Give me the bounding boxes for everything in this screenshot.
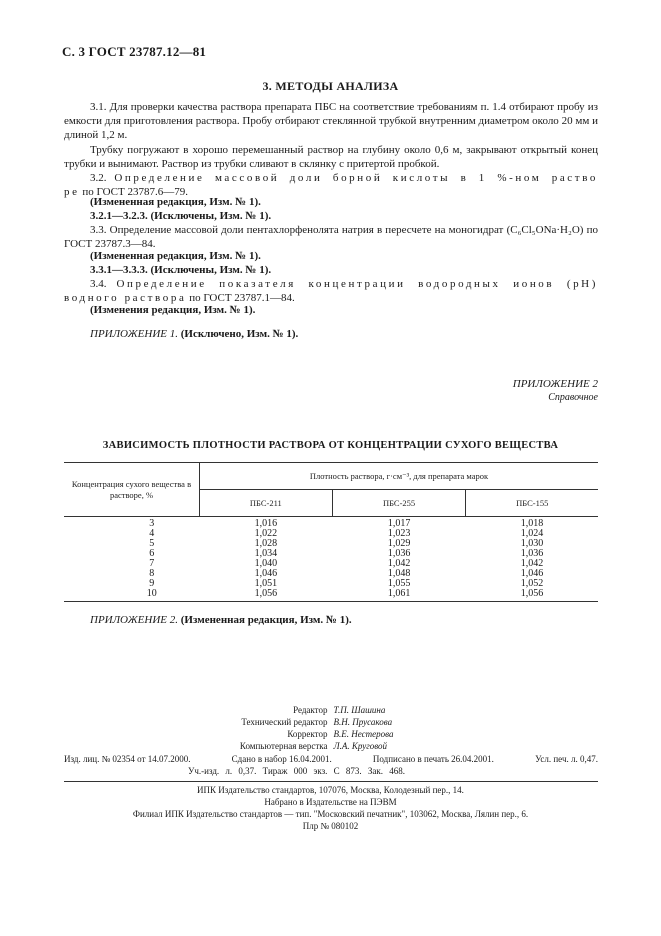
spaced-text: Определение массовой доли борной кислоты в 1 %-ном раство xyxy=(114,172,599,184)
credit-name: В.Н. Прусакова xyxy=(333,717,393,727)
table-cell: 1,028 xyxy=(254,538,278,549)
table-cell: 1,024 xyxy=(520,528,544,539)
table-cell: 1,056 xyxy=(200,589,333,602)
table-cell: 1,046 xyxy=(254,568,278,579)
paragraph-3-1-continued: Трубку погружают в хорошо перемешанный раствор на глубину около 0,6 м, закрывают открытый конец трубки и вынимают. Раствор из трубки сливают в склянку с притертой пробкой. xyxy=(64,144,598,170)
table-cell: 1,061 xyxy=(332,589,466,602)
paragraph-3-3 xyxy=(64,223,598,251)
spaced-text: Определение показателя концентрации водородных ионов (pH) xyxy=(116,278,598,290)
table-row xyxy=(64,529,598,539)
table-cell: 4 xyxy=(149,528,155,539)
table-cell: 1,056 xyxy=(466,589,598,602)
table-cell: 1,048 xyxy=(387,568,411,579)
table-cell: 1,052 xyxy=(520,578,544,589)
column-group-header: Плотность раствора, г·см⁻³, для препарата марок xyxy=(200,463,599,490)
clause-number: 3.4. xyxy=(90,278,107,290)
editorial-credits xyxy=(0,704,661,752)
table-cell: 1,055 xyxy=(387,578,411,589)
standard-reference: по ГОСТ 23787.6—79. xyxy=(79,186,188,198)
table-cell: 1,046 xyxy=(520,568,544,579)
appendix-2-header xyxy=(513,378,598,404)
chemical-formula: (C₆Cl₅ONa·H₂O) xyxy=(506,224,584,236)
imprint-line xyxy=(64,753,598,765)
table-cell: 8 xyxy=(149,568,155,579)
table-cell: 10 xyxy=(64,589,200,602)
credit-role: Технический редактор xyxy=(241,717,328,727)
table-row xyxy=(64,517,598,530)
table-row xyxy=(64,559,598,569)
column-header: ПБС-211 xyxy=(200,490,333,517)
table-cell: 1,029 xyxy=(387,538,411,549)
table-cell: 1,017 xyxy=(387,518,411,529)
footer-line: Плр № 080102 xyxy=(302,821,359,831)
footer-line: Набрано в Издательстве на ПЭВМ xyxy=(264,797,397,807)
table-cell: 1,051 xyxy=(254,578,278,589)
appendix-label: ПРИЛОЖЕНИЕ 2. xyxy=(90,614,178,626)
paragraph-3-1: 3.1. Для проверки качества раствора препарата ПБС на соответствие требованиям п. 1.4 отбирают пробу из емкости для приготовления раствора. Пробу отбирают стеклянной трубкой внутренним диаметром около 20 мм и длиной 1,2 м. xyxy=(64,101,598,141)
standard-reference: по ГОСТ 23787.3—84. xyxy=(64,224,599,250)
table-cell: 1,016 xyxy=(254,518,278,529)
signed-date: Подписано в печать 26.04.2001. xyxy=(372,754,494,764)
credit-role: Редактор xyxy=(293,705,328,715)
column-header: ПБС-255 xyxy=(332,490,466,517)
divider xyxy=(64,781,598,782)
table-cell: 7 xyxy=(149,558,155,569)
table-title: ЗАВИСИМОСТЬ ПЛОТНОСТИ РАСТВОРА ОТ КОНЦЕНТРАЦИИ СУХОГО ВЕЩЕСТВА xyxy=(102,440,559,451)
credit-name: Л.А. Круговой xyxy=(333,741,387,751)
credit-role: Корректор xyxy=(287,729,328,739)
appendix-label: ПРИЛОЖЕНИЕ 1. xyxy=(90,328,178,340)
table-cell: 1,022 xyxy=(254,528,278,539)
table-row xyxy=(64,549,598,559)
excluded-note: 3.2.1—3.2.3. (Исключены, Изм. № 1). xyxy=(90,210,272,222)
paragraph-3-4 xyxy=(64,277,598,291)
table-cell: 1,040 xyxy=(254,558,278,569)
spaced-text-cont: водного раствора xyxy=(64,292,187,304)
density-table xyxy=(64,462,598,602)
credit-name: В.Е. Нестерова xyxy=(333,729,394,739)
footer-line: ИПК Издательство стандартов, 107076, Москва, Колодезный пер., 14. xyxy=(197,785,464,795)
table-row xyxy=(64,539,598,549)
sent-date: Сдано в набор 16.04.2001. xyxy=(231,754,332,764)
table-cell: 1,030 xyxy=(520,538,544,549)
credit-row xyxy=(0,740,661,752)
table-cell: 1,023 xyxy=(387,528,411,539)
imprint xyxy=(64,753,598,777)
table-row xyxy=(64,569,598,579)
credit-row xyxy=(0,728,661,740)
credit-row xyxy=(0,704,661,716)
page-header: С. 3 ГОСТ 23787.12—81 xyxy=(62,44,207,59)
credit-role: Компьютерная верстка xyxy=(239,741,328,751)
credit-name: Т.П. Шашина xyxy=(333,705,386,715)
section-title: 3. МЕТОДЫ АНАЛИЗА xyxy=(262,79,399,93)
table-row xyxy=(64,579,598,589)
footer-line: Филиал ИПК Издательство стандартов — тип. "Московский печатник", 103062, Москва, Лялин пер., 6. xyxy=(132,809,529,819)
license-text: Изд. лиц. № 02354 от 14.07.2000. xyxy=(64,754,191,764)
table-cell: 6 xyxy=(149,548,155,559)
publisher-footer xyxy=(0,784,661,832)
table-cell: 1,036 xyxy=(520,548,544,559)
column-header: ПБС-155 xyxy=(466,490,598,517)
table-cell: 5 xyxy=(149,538,155,549)
table-cell: 1,034 xyxy=(254,548,278,559)
table-row xyxy=(64,589,598,602)
revision-note: (Изменения редакция, Изм. № 1). xyxy=(90,304,256,316)
table-cell: 1,036 xyxy=(387,548,411,559)
print-sheets: Усл. печ. л. 0,47. xyxy=(535,754,598,764)
table-cell: 1,042 xyxy=(520,558,544,569)
paragraph-text: 3.3. Определение массовой доли пентахлорфенолята натрия в пересчете на моногидрат xyxy=(90,224,504,236)
appendix-label: ПРИЛОЖЕНИЕ 2 xyxy=(512,378,598,390)
appendix-1-note xyxy=(90,328,298,340)
imprint-line-2: Уч.-изд. л. 0,37. Тираж 000 экз. С 873. Зак. 468. xyxy=(188,766,406,776)
credit-row xyxy=(0,716,661,728)
excluded-note: 3.3.1—3.3.3. (Исключены, Изм. № 1). xyxy=(90,264,272,276)
table-cell: 9 xyxy=(149,578,155,589)
table-cell: 3 xyxy=(149,518,155,529)
spaced-text-cont: ре xyxy=(64,186,80,198)
table-cell: 1,042 xyxy=(387,558,411,569)
column-header-concentration: Концентрация сухого вещества в растворе, % xyxy=(64,463,200,517)
standard-reference: по ГОСТ 23787.1—84. xyxy=(186,292,295,304)
appendix-type: Справочное xyxy=(548,392,598,403)
appendix-2-note xyxy=(90,614,352,626)
revision-note: (Измененная редакция, Изм. № 1). xyxy=(90,196,261,208)
clause-number: 3.2. xyxy=(90,172,107,184)
appendix-status: (Исключено, Изм. № 1). xyxy=(180,328,299,340)
appendix-status: (Измененная редакция, Изм. № 1). xyxy=(180,614,352,626)
paragraph-3-2 xyxy=(64,171,598,185)
revision-note: (Измененная редакция, Изм. № 1). xyxy=(90,250,261,262)
table-cell: 1,018 xyxy=(520,518,544,529)
